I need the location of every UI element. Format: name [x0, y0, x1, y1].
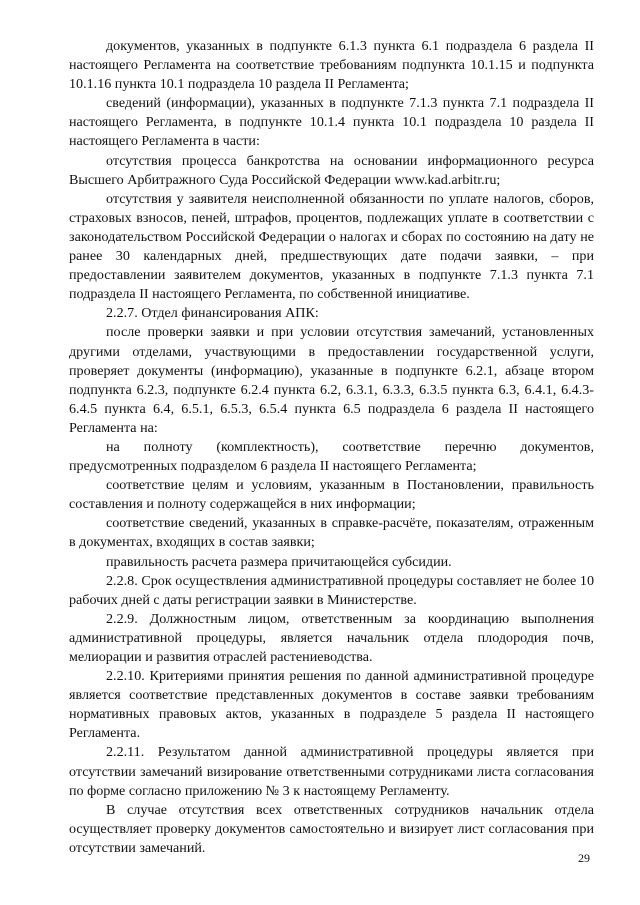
document-body — [69, 37, 594, 858]
paragraph-2-2-10: 2.2.10. Критериями принятия решения по данной административной процедуре является соответствие представленных документов в составе заявки требованиям нормативных правовых актов, указанных в подразделе 5 раздела II настоящего Регламента. — [69, 668, 594, 742]
paragraph-6: после проверки заявки и при условии отсутствия замечаний, установленных другими отделами, участвующими в предоставлении государственной услуги, проверяет документы (информацию), указанные в подпункте 6.2.1, абзаце втором подпункта 6.2.3, подпункте 6.2.4 пункта 6.2, 6.3.1, 6.3.3, 6.3.5 пункта 6.3, 6.4.1, 6.4.3-6.4.5 пункта 6.4, 6.5.1, 6.5.3, 6.5.4 пункта 6.5 подраздела 6 раздела II настоящего Регламента на: — [69, 324, 594, 436]
paragraph-8: соответствие целям и условиям, указанным в Постановлении, правильность составления и полноту содержащейся в них информации; — [69, 477, 594, 513]
paragraph-2-2-9: 2.2.9. Должностным лицом, ответственным за координацию выполнения административной процедуры, является начальник отдела плодородия почв, мелиорации и развития отраслей растениеводства. — [69, 610, 594, 665]
paragraph-10: правильность расчета размера причитающейся субсидии. — [106, 553, 452, 570]
section-heading-2-2-7: 2.2.7. Отдел финансирования АПК: — [106, 305, 319, 322]
paragraph-4: отсутствия у заявителя неисполненной обязанности по уплате налогов, сборов, страховых взносов, пеней, штрафов, процентов, подлежащих уплате в соответствии с законодательством Российской Федерации о налогах и сборах по состоянию на дату не ранее 30 календарных дней, предшествующих дате подачи заявки, – при предоставлении заявителем документов, указанных в подпункте 7.1.3 пункта 7.1 подраздела II настоящего Регламента, по собственной инициативе. — [69, 190, 594, 303]
paragraph-final: В случае отсутствия всех ответственных сотрудников начальник отдела осуществляет проверку документов самостоятельно и визирует лист согласования при отсутствии замечаний. — [69, 801, 594, 856]
paragraph-9: соответствие сведений, указанных в справке-расчёте, показателям, отраженным в документах, входящих в состав заявки; — [69, 515, 594, 551]
paragraph-2-2-8: 2.2.8. Срок осуществления административной процедуры составляет не более 10 рабочих дней с даты регистрации заявки в Министерстве. — [69, 572, 594, 608]
paragraph-2: сведений (информации), указанных в подпункте 7.1.3 пункта 7.1 подраздела II настоящего Регламента, в подпункте 10.1.4 пункта 10.1 подраздела 10 раздела II настоящего Регламента в части: — [69, 95, 594, 150]
page-number: 29 — [578, 851, 590, 865]
paragraph-2-2-11: 2.2.11. Результатом данной административной процедуры является при отсутствии замечаний визирование ответственными сотрудниками листа согласования по форме согласно приложению № 3 к настоящему Регламенту. — [69, 744, 594, 799]
paragraph-7: на полноту (комплектность), соответствие перечню документов, предусмотренных подразделом 6 раздела II настоящего Регламента; — [69, 438, 594, 475]
paragraph-1: документов, указанных в подпункте 6.1.3 пункта 6.1 подраздела 6 раздела II настоящего Регламента на соответствие требованиям подпункта 10.1.15 и подпункта 10.1.16 пункта 10.1 подраздела 10 раздела II Регламента; — [69, 38, 594, 93]
paragraph-3: отсутствия процесса банкротства на основании информационного ресурса Высшего Арбитражного Суда Российской Федерации www.kad.arbitr.ru; — [69, 152, 594, 188]
